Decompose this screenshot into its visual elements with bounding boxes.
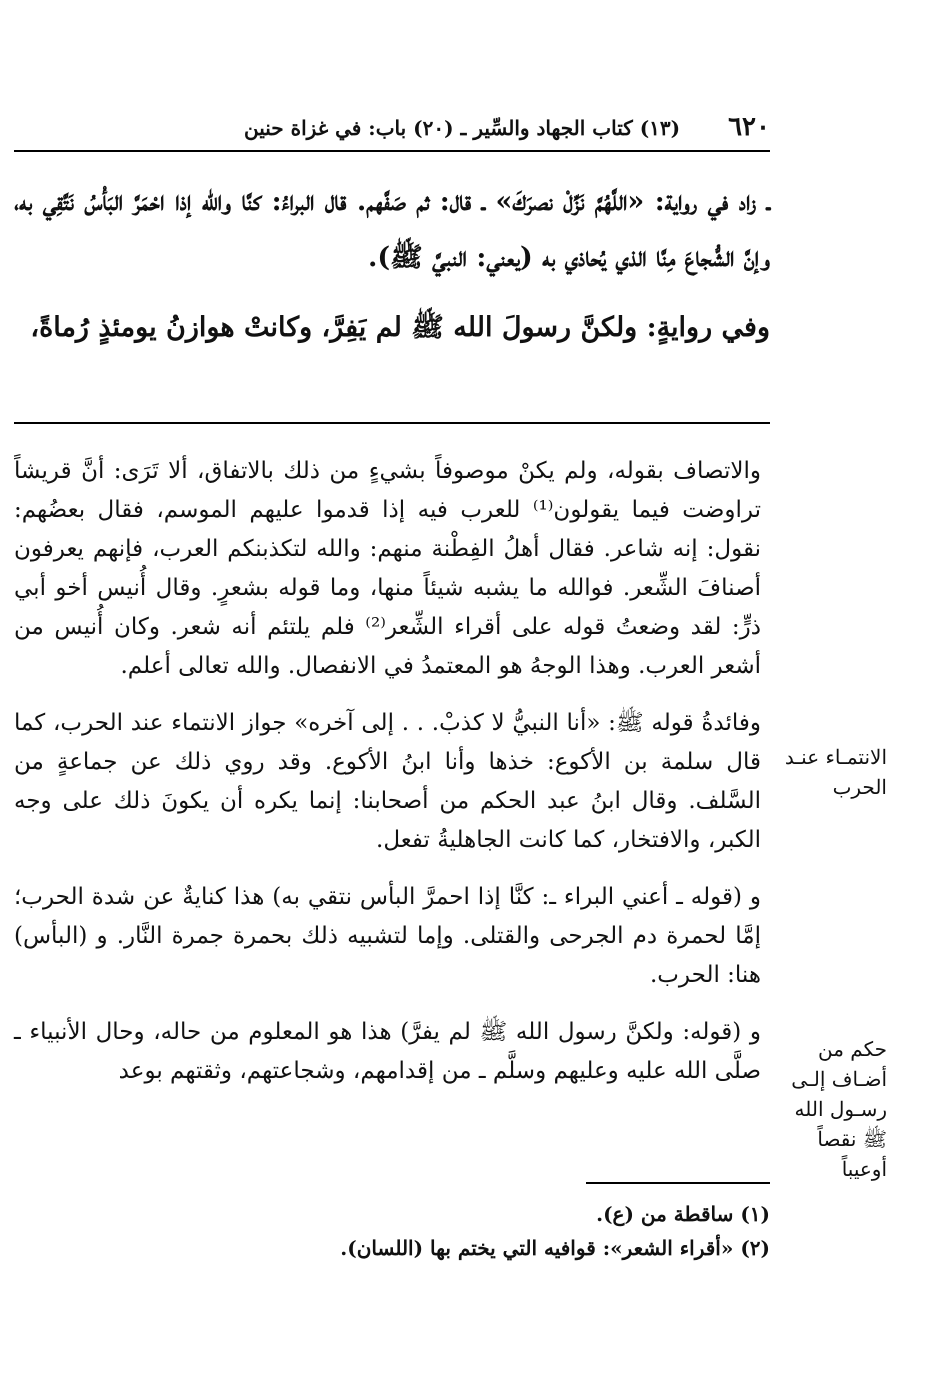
hadith-paragraph: وفي روايةٍ: ولكنَّ رسولَ الله ﷺ لم يَفِرَّ، وكانتْ هوازنُ يومئذٍ رُماةً، xyxy=(30,312,770,343)
commentary-text xyxy=(14,452,761,1091)
footnote: (٢) «أقراء الشعر»: قوافيه التي يختم بها (اللسان). xyxy=(340,1236,770,1260)
margin-note: الانتمـاء عنـد الحرب xyxy=(784,745,887,799)
hadith-text xyxy=(14,174,770,356)
running-title: (١٣) كتاب الجهاد والسِّير ـ (٢٠) باب: في غزاة حنين xyxy=(244,116,681,140)
commentary-paragraph: وفائدةُ قوله ﷺ: «أنا النبيُّ لا كذبْ. . . إلى آخره» جواز الانتماء عند الحرب، كما قال سلمة بن الأكوع: خذها وأنا ابنُ الأكوع. وقد روي ذلك عن جماعةٍ من السَّلف. وقال ابنُ عبد الحكم من أصحابنا: إنما يكره أن يكونَ ذلك على وجه الكبر، والافتخار، كما كانت الجاهليةُ تفعل. xyxy=(14,710,761,853)
margin-note: حكم من أضـاف إلـى رسـول الله ﷺ نقصاً أوعيباً xyxy=(791,1037,887,1181)
hadith-paragraph: ـ زاد في رواية: «اللَّهُمَّ نَزِّلْ نصرَكَ» ـ قال: ثم صَفَّهم. قال البراءُ: كنَّا والله إذا احْمَرَّ البَأْسُ نَتَّقِي به، وإنَّ الشُّجاعَ مِنَّا الذي يُحاذي به (يعني: النبيَّ ﷺ). xyxy=(14,186,770,273)
commentary-paragraph: و (قوله: ولكنَّ رسول الله ﷺ لم يفرَّ) هذا هو المعلوم من حاله، وحال الأنبياء ـ صلَّى الله عليه وعليهم وسلَّم ـ من إقدامهم، وشجاعتهم، وثقتهم بوعد xyxy=(14,1019,761,1084)
footnote-rule xyxy=(586,1182,770,1184)
commentary-paragraph: و (قوله ـ أعني البراء ـ: كنَّا إذا احمرَّ البأس نتقي به) هذا كنايةٌ عن شدة الحرب؛ إمَّا لحمرة دم الجرحى والقتلى. وإما لتشبيه ذلك بحمرة جمرة النَّار. و (البأس) هنا: الحرب. xyxy=(14,884,761,988)
page-header xyxy=(14,108,770,152)
header-rule xyxy=(14,150,770,152)
section-divider xyxy=(14,422,770,424)
commentary-paragraph: والاتصاف بقوله، ولم يكنْ موصوفاً بشيءٍ من ذلك بالاتفاق، ألا تَرَى: أنَّ قريشاً تراوضت فيما يقولون⁽¹⁾ للعرب فيه إذا قدموا عليهم الموسم، فقال بعضُهم: نقول: إنه شاعر. فقال أهلُ الفِطْنة منهم: والله لتكذبنكم العرب، فإنهم يعرفون أصنافَ الشِّعر. فوالله ما يشبه شيئاً منها، وما قوله بشعرٍ. وقال أُنيس أخو أبي ذرٍّ: لقد وضعتُ قوله على أقراء الشِّعر⁽²⁾ فلم يلتئم أنه شعر. وكان أُنيس من أشعر العرب. وهذا الوجهُ هو المعتمدُ في الانفصال. والله تعالى أعلم. xyxy=(14,458,761,679)
footnotes xyxy=(200,1197,770,1265)
page-number: ٦٢٠ xyxy=(728,112,770,142)
footnote: (١) ساقطة من (ع). xyxy=(596,1202,770,1226)
